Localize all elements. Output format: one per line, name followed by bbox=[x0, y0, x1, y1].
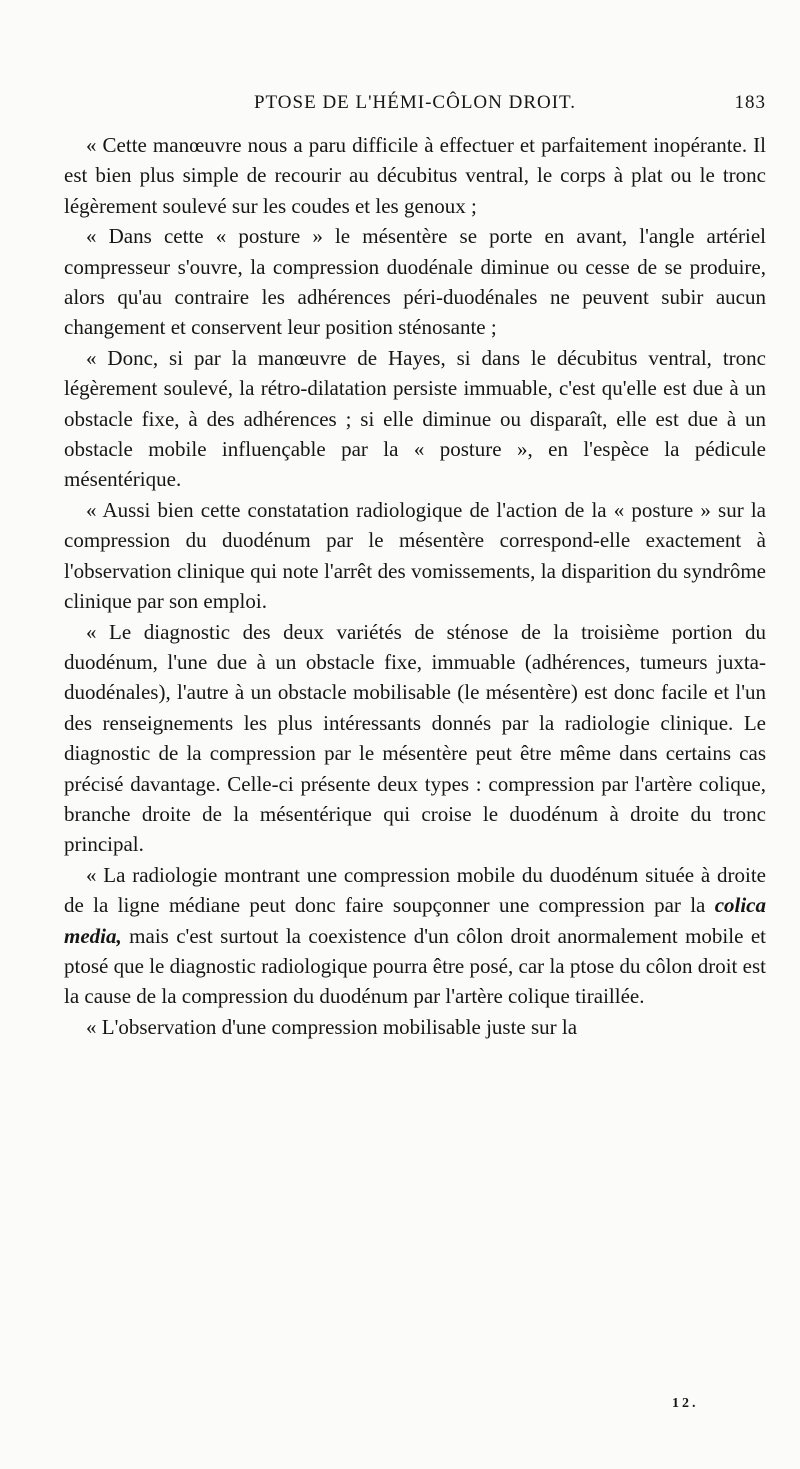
paragraph: « L'observation d'une compression mobilisable juste sur la bbox=[86, 1014, 578, 1039]
paragraph bbox=[64, 860, 766, 1012]
body-text bbox=[64, 130, 766, 1042]
running-title: PTOSE DE L'HÉMI-CÔLON DROIT. bbox=[253, 92, 577, 113]
running-head bbox=[64, 92, 766, 122]
paragraph: « Le diagnostic des deux variétés de sténose de la troisième portion du duodénum, l'une due à un obstacle fixe, immuable (adhérences, tumeurs juxta-duodénales), l'autre à un obstacle mobilisable (le mésentère) est donc facile et l'un des renseignements les plus intéressants donnés par la radiologie clinique. Le diagnostic de la compression par le mésentère peut être même dans certains cas précisé davantage. Celle-ci présente deux types : compression par l'artère colique, branche droite de la mésentérique qui croise le duodénum à droite du tronc principal. bbox=[64, 619, 766, 857]
paragraph: « Aussi bien cette constatation radiologique de l'action de la « posture » sur la compression du duodénum par le mésentère correspond-elle exactement à l'observation clinique qui note l'arrêt des vomissements, la disparition du syndrôme clinique par son emploi. bbox=[64, 497, 766, 614]
paragraph: « Dans cette « posture » le mésentère se porte en avant, l'angle artériel compresseur s'ouvre, la compression duodénale diminue ou cesse de se produire, alors qu'au contraire les adhérences péri-duodénales ne peuvent subir aucun changement et conservent leur position sténosante ; bbox=[64, 224, 766, 340]
paragraph-text: mais c'est surtout la coexistence d'un côlon droit anormalement mobile et ptosé que le diagnostic radiologique pourra être posé, car la ptose du côlon droit est la cause de la compression du duodénum par l'artère colique tiraillée. bbox=[64, 923, 766, 1009]
signature-mark: 12. bbox=[672, 1396, 699, 1411]
paragraph-text: « La radiologie montrant une compression mobile du duodénum située à droite de la ligne médiane peut donc faire soupçonner une compression par la bbox=[64, 862, 766, 918]
emphasis-term: colica media, bbox=[64, 893, 766, 948]
page-number: 183 bbox=[734, 92, 766, 113]
paragraph: « Donc, si par la manœuvre de Hayes, si dans le décubitus ventral, tronc légèrement soulevé, la rétro-dilatation persiste immuable, c'est qu'elle est due à un obstacle fixe, à des adhérences ; si elle diminue ou disparaît, elle est due à un obstacle mobile influençable par la « posture », en l'espèce la pédicule mésentérique. bbox=[64, 345, 766, 492]
paragraph: « Cette manœuvre nous a paru difficile à effectuer et parfaitement inopérante. Il est bien plus simple de recourir au décubitus ventral, le corps à plat ou le tronc légèrement soulevé sur les coudes et les genoux ; bbox=[64, 133, 766, 218]
